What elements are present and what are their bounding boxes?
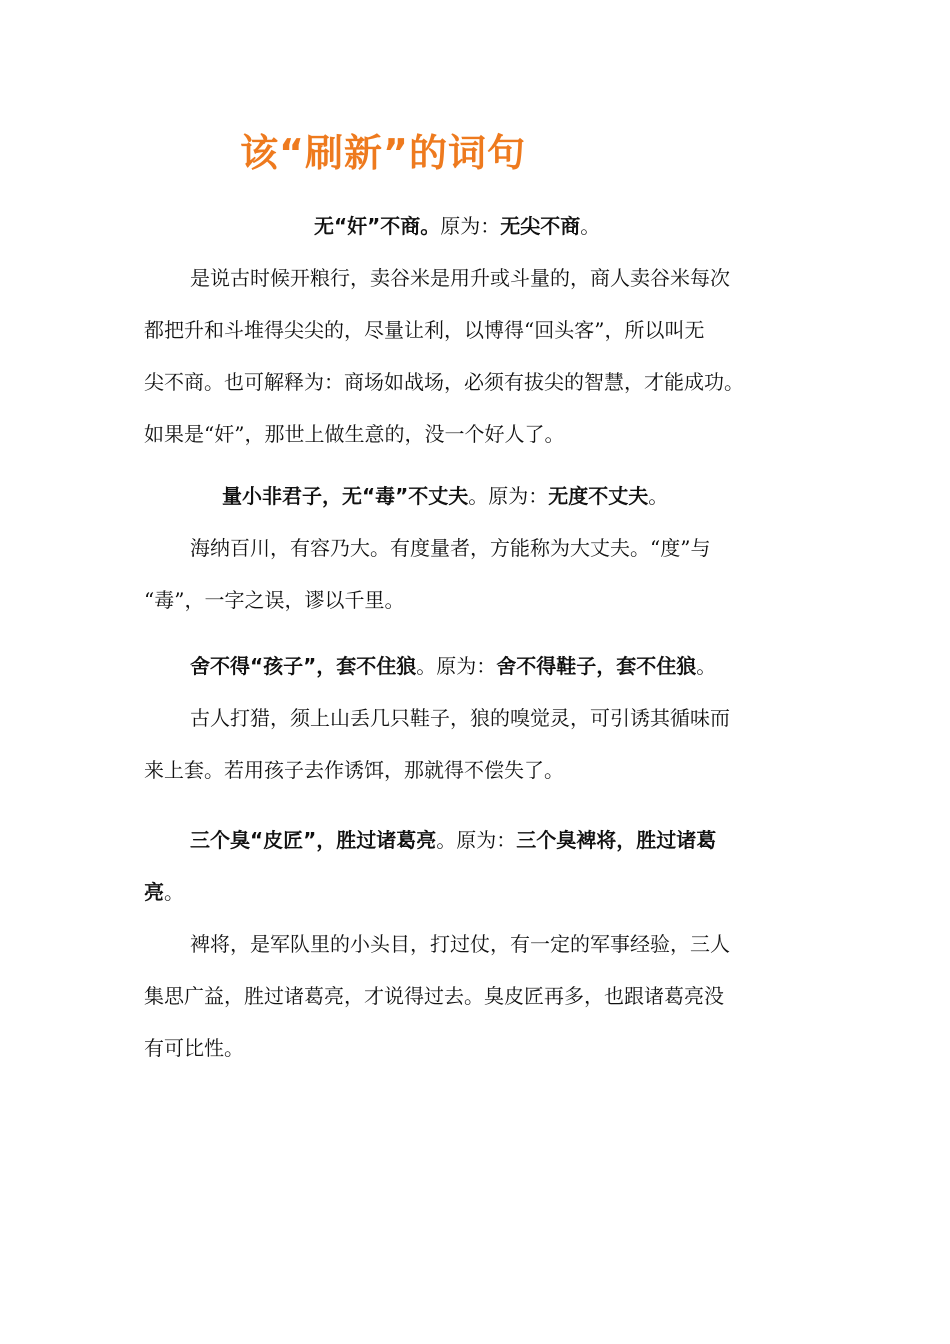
heading-part: 。 xyxy=(696,654,717,678)
heading-part: 原为： xyxy=(440,214,501,238)
paragraph-line: 海纳百川，有容乃大。有度量者，方能称为大丈夫。“度”与 xyxy=(190,536,711,560)
heading-part: 三个臭“皮匠”，胜过诸葛亮 xyxy=(190,828,437,852)
heading-part: 。原为： xyxy=(416,654,497,678)
section-heading xyxy=(144,470,810,522)
section-heading xyxy=(144,200,810,252)
paragraph-line: 如果是“奸”，那世上做生意的，没一个好人了。 xyxy=(144,422,565,446)
heading-part: 。原为： xyxy=(436,828,517,852)
section-3 xyxy=(144,640,810,796)
heading-part: 三个臭裨将，胜过诸葛 xyxy=(516,828,717,852)
section-heading-continued xyxy=(144,866,810,918)
heading-part: 无“奸”不商。 xyxy=(314,214,441,238)
heading-part: 亮 xyxy=(144,880,164,904)
section-2 xyxy=(144,470,810,626)
heading-part: 舍不得“孩子”，套不住狼 xyxy=(190,654,417,678)
heading-part: 。原为： xyxy=(468,484,549,508)
section-heading xyxy=(144,640,810,692)
paragraph-line: 来上套。若用孩子去作诱饵，那就得不偿失了。 xyxy=(144,758,564,782)
paragraph-line: 裨将，是军队里的小头目，打过仗，有一定的军事经验，三人 xyxy=(190,932,730,956)
heading-part: 。 xyxy=(164,880,184,904)
paragraph-line: 古人打猎，须上山丢几只鞋子，狼的嗅觉灵，可引诱其循味而 xyxy=(190,706,730,730)
paragraph-line: 有可比性。 xyxy=(144,1036,244,1060)
section-4 xyxy=(144,814,810,1074)
heading-part: 。 xyxy=(580,214,601,238)
paragraph-line: 是说古时候开粮行，卖谷米是用升或斗量的，商人卖谷米每次 xyxy=(190,266,730,290)
paragraph-line: “毒”，一字之误，谬以千里。 xyxy=(144,588,405,612)
paragraph-line: 都把升和斗堆得尖尖的，尽量让利，以博得“回头客”，所以叫无 xyxy=(144,318,705,342)
section-heading xyxy=(144,814,810,866)
paragraph-line: 集思广益，胜过诸葛亮，才说得过去。臭皮匠再多，也跟诸葛亮没 xyxy=(144,984,724,1008)
heading-part: 舍不得鞋子，套不住狼 xyxy=(496,654,697,678)
page-title: 该“刷新”的词句 xyxy=(240,131,526,175)
section-1 xyxy=(144,200,810,460)
heading-part: 无度不丈夫 xyxy=(548,484,649,508)
paragraph-line: 尖不商。也可解释为：商场如战场，必须有拔尖的智慧，才能成功。 xyxy=(144,370,744,394)
heading-part: 无尖不商 xyxy=(500,214,581,238)
heading-part: 。 xyxy=(648,484,669,508)
heading-part: 量小非君子，无“毒”不丈夫 xyxy=(222,484,469,508)
